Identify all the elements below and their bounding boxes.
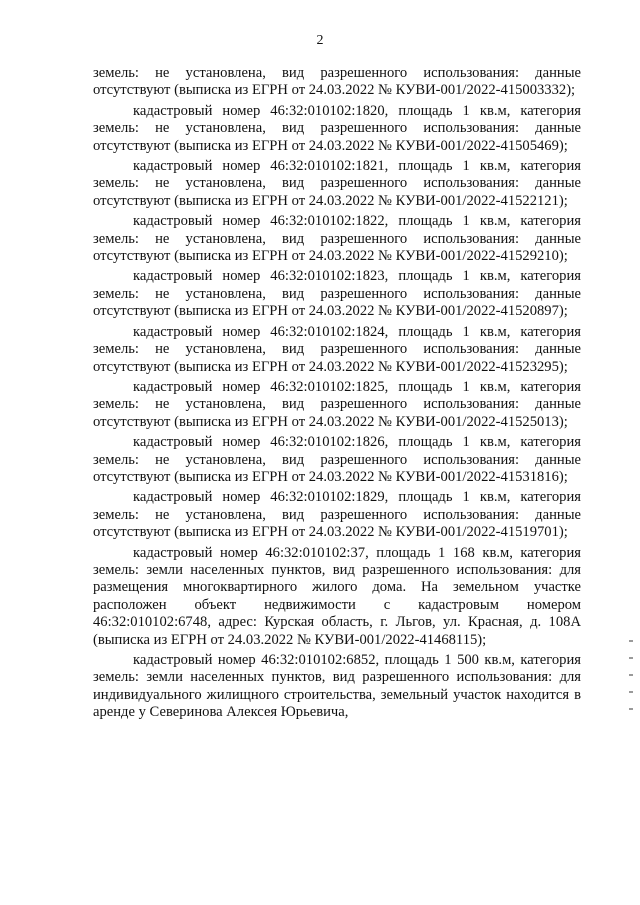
scan-margin-marks: [629, 640, 635, 710]
paragraph-cadastral-37: кадастровый номер 46:32:010102:37, площадь 1 168 кв.м, категория земель: земли населенных пунктов, вид разрешенного использования: для размещения многоквартирного жилого дома. На земельном участке расположен объект недвижимости с кадастровым номером 46:32:010102:6748, адрес: Курская область, г. Льгов, ул. Красная, д. 108А (выписка из ЕГРН от 24.03.2022 № КУВИ-001/2022-41468115);: [93, 544, 581, 648]
paragraph-cadastral-6852: кадастровый номер 46:32:010102:6852, площадь 1 500 кв.м, категория земель: земли населенных пунктов, вид разрешенного использования: для индивидуального жилищного строительства, земельный участок находится в аренде у Северинова Алексея Юрьевича,: [93, 652, 581, 721]
margin-tick: [629, 657, 633, 659]
document-body: [93, 65, 581, 725]
paragraph-cadastral-1820: кадастровый номер 46:32:010102:1820, площадь 1 кв.м, категория земель: не установлена, вид разрешенного использования: данные отсутствуют (выписка из ЕГРН от 24.03.2022 № КУВИ-001/2022-41505469);: [93, 102, 581, 154]
margin-tick: [629, 674, 633, 676]
paragraph-cadastral-1829: кадастровый номер 46:32:010102:1829, площадь 1 кв.м, категория земель: не установлена, вид разрешенного использования: данные отсутствуют (выписка из ЕГРН от 24.03.2022 № КУВИ-001/2022-41519701);: [93, 489, 581, 541]
paragraph-continuation: земель: не установлена, вид разрешенного использования: данные отсутствуют (выписка из ЕГРН от 24.03.2022 № КУВИ-001/2022-415003332);: [93, 65, 581, 99]
paragraph-cadastral-1825: кадастровый номер 46:32:010102:1825, площадь 1 кв.м, категория земель: не установлена, вид разрешенного использования: данные отсутствуют (выписка из ЕГРН от 24.03.2022 № КУВИ-001/2022-41525013);: [93, 378, 581, 430]
paragraph-cadastral-1823: кадастровый номер 46:32:010102:1823, площадь 1 кв.м, категория земель: не установлена, вид разрешенного использования: данные отсутствуют (выписка из ЕГРН от 24.03.2022 № КУВИ-001/2022-41520897);: [93, 268, 581, 320]
paragraph-cadastral-1822: кадастровый номер 46:32:010102:1822, площадь 1 кв.м, категория земель: не установлена, вид разрешенного использования: данные отсутствуют (выписка из ЕГРН от 24.03.2022 № КУВИ-001/2022-41529210);: [93, 213, 581, 265]
paragraph-cadastral-1826: кадастровый номер 46:32:010102:1826, площадь 1 кв.м, категория земель: не установлена, вид разрешенного использования: данные отсутствуют (выписка из ЕГРН от 24.03.2022 № КУВИ-001/2022-41531816);: [93, 434, 581, 485]
margin-tick: [629, 691, 633, 693]
margin-tick: [629, 708, 633, 710]
paragraph-cadastral-1824: кадастровый номер 46:32:010102:1824, площадь 1 кв.м, категория земель: не установлена, вид разрешенного использования: данные отсутствуют (выписка из ЕГРН от 24.03.2022 № КУВИ-001/2022-41523295);: [93, 323, 581, 375]
paragraph-cadastral-1821: кадастровый номер 46:32:010102:1821, площадь 1 кв.м, категория земель: не установлена, вид разрешенного использования: данные отсутствуют (выписка из ЕГРН от 24.03.2022 № КУВИ-001/2022-41522121);: [93, 158, 581, 209]
margin-tick: [629, 640, 633, 642]
page-number: 2: [316, 33, 324, 48]
